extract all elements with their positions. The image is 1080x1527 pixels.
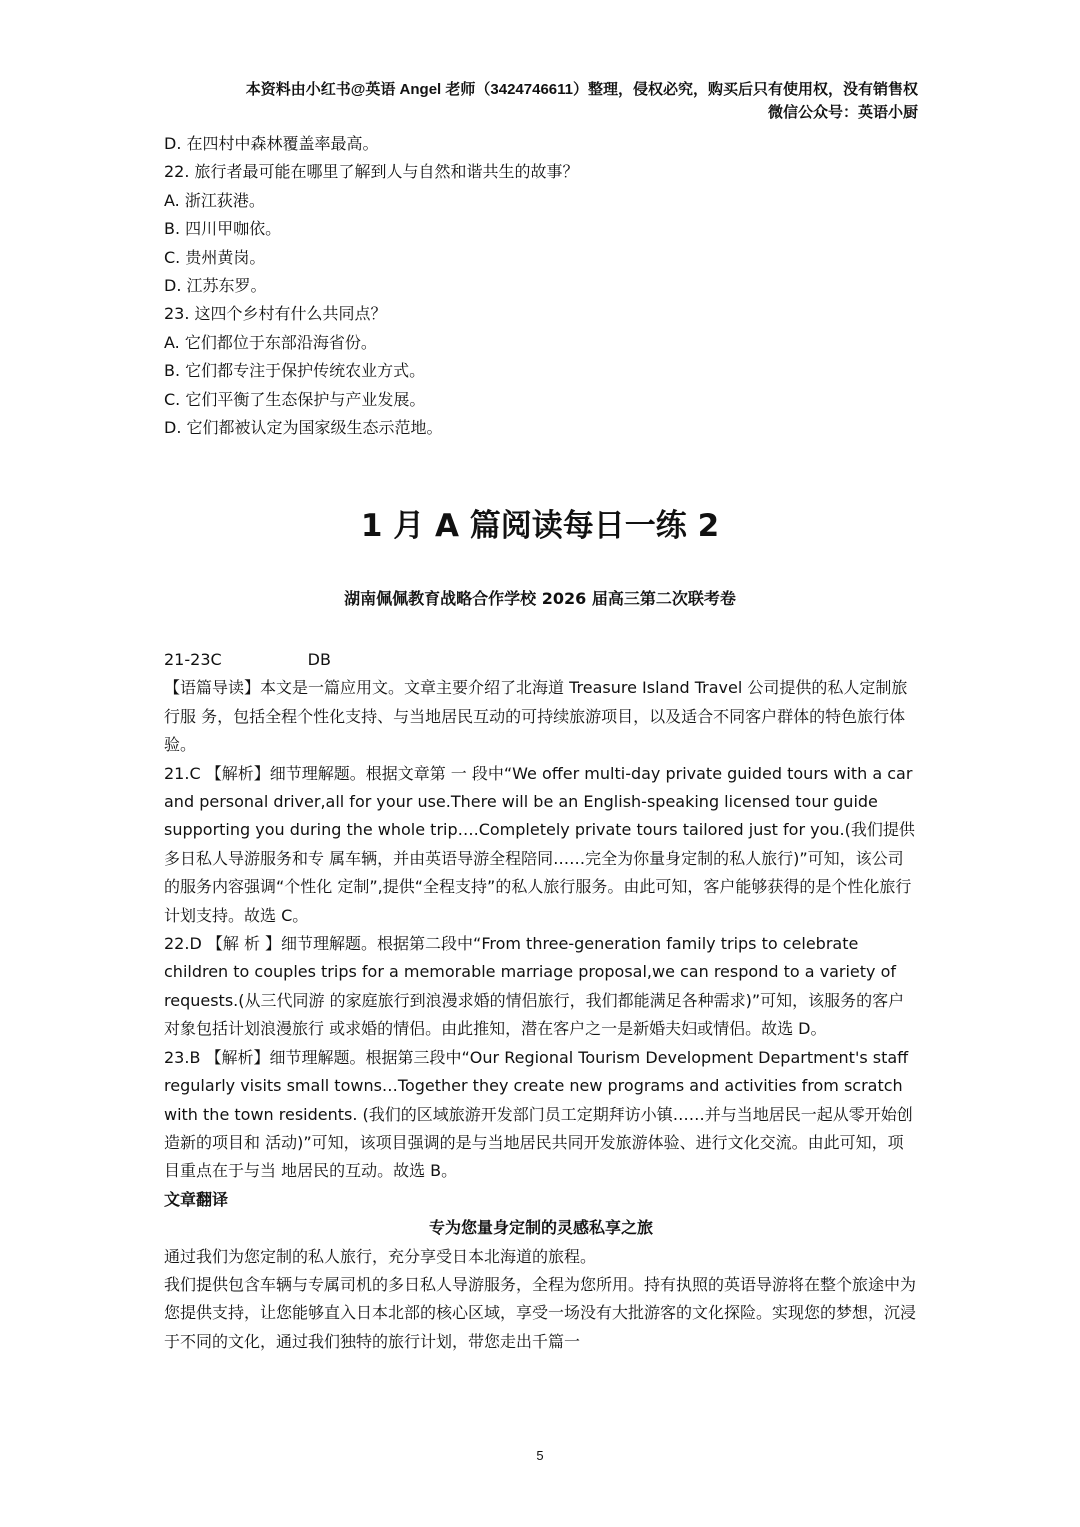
- section-title: 1 月 A 篇阅读每日一练 2: [360, 508, 720, 544]
- option-line: B. 四川甲咖依。: [164, 219, 282, 239]
- option-line: C. 它们平衡了生态保护与产业发展。: [164, 389, 426, 409]
- watermark-header: [246, 78, 918, 124]
- option-line: D. 江苏东罗。: [164, 276, 267, 296]
- section-subtitle: 湖南佩佩教育战略合作学校 2026 届高三第二次联考卷: [344, 589, 736, 608]
- option-line: D. 它们都被认定为国家级生态示范地。: [164, 418, 443, 438]
- question-line: 22. 旅行者最可能在哪里了解到人与自然和谐共生的故事？: [164, 162, 579, 182]
- translation-heading: 文章翻译: [164, 1189, 229, 1209]
- option-line: C. 贵州黄岗。: [164, 247, 266, 267]
- explanation-q22: 22.D 【解 析 】细节理解题。根据第二段中“From three-generation family trips to celebrate children to couples trips for a memorable marriage proposal,we can respond to a variety of requests.(从三代同游 的家庭旅行到浪漫求婚的情侣旅行，我们都能满足各种需求)”可知，该服务的客户对象包括计划浪漫旅行 或求婚的情侣。由此推知，潜在客户之一是新婚夫妇或情侣。故选 D。: [164, 934, 905, 1039]
- translation-paragraph: 我们提供包含车辆与专属司机的多日私人导游服务，全程为您所用。持有执照的英语导游将在整个旅途中为您提供支持，让您能够直入日本北部的核心区域，享受一场没有大批游客的文化探险。实现您的梦想，沉浸于不同的文化，通过我们独特的旅行计划，带您走出千篇一: [164, 1274, 917, 1351]
- question-line: 23. 这四个乡村有什么共同点？: [164, 304, 387, 324]
- explanation-q21: 21.C 【解析】细节理解题。根据文章第 一 段中“We offer multi-day private guided tours with a car and personal driver,all for your use.There will be an English-speaking licensed tour guide supporting you during the whole trip….Completely private tours tailored just for you.(我们提供多日私人导游服务和专 属车辆，并由英语导游全程陪同……完全为你量身定制的私人旅行)”可知，该公司的服务内容强调“个性化 定制”,提供“全程支持”的私人旅行服务。由此可知，客户能够获得的是个性化旅行计划支持。故选 C。: [164, 763, 915, 925]
- option-line: A. 浙江荻港。: [164, 190, 265, 210]
- option-line: D. 在四村中森林覆盖率最高。: [164, 134, 379, 153]
- answer-key: [164, 646, 918, 674]
- answer-section: [164, 646, 918, 1356]
- answer-key-rest: DB: [307, 650, 331, 669]
- header-wechat-line: 微信公众号：英语小厨: [767, 104, 918, 121]
- translation-paragraph: 通过我们为您定制的私人旅行，充分享受日本北海道的旅程。: [164, 1246, 597, 1266]
- translation-title: 专为您量身定制的灵感私享之旅: [428, 1218, 653, 1238]
- previous-questions: [164, 130, 918, 442]
- header-copyright-line: 本资料由小红书@英语 Angel 老师（3424746611）整理，侵权必究，购买后只有使用权，没有销售权: [245, 81, 918, 98]
- option-line: A. 它们都位于东部沿海省份。: [164, 332, 377, 352]
- passage-intro: 【语篇导读】本文是一篇应用文。文章主要介绍了北海道 Treasure Island Travel 公司提供的私人定制旅行服 务，包括全程个性化支持、与当地居民互动的可持续旅游项目，以及适合不同客户群体的特色旅行体验。: [164, 678, 908, 755]
- explanation-q23: 23.B 【解析】细节理解题。根据第三段中“Our Regional Tourism Development Department's staff regularly visits small towns…Together they create new programs and activities from scratch with the town residents. (我们的区域旅游开发部门员工定期拜访小镇……并与当地居民一起从零开始创造新的项目和 活动)”可知，该项目强调的是与当地居民共同开发旅游体验、进行文化交流。由此可知，项目重点在于与当 地居民的互动。故选 B。: [164, 1047, 913, 1181]
- option-line: B. 它们都专注于保护传统农业方式。: [164, 361, 426, 381]
- answer-key-range: 21-23C: [164, 650, 222, 669]
- page-number: 5: [536, 1448, 544, 1463]
